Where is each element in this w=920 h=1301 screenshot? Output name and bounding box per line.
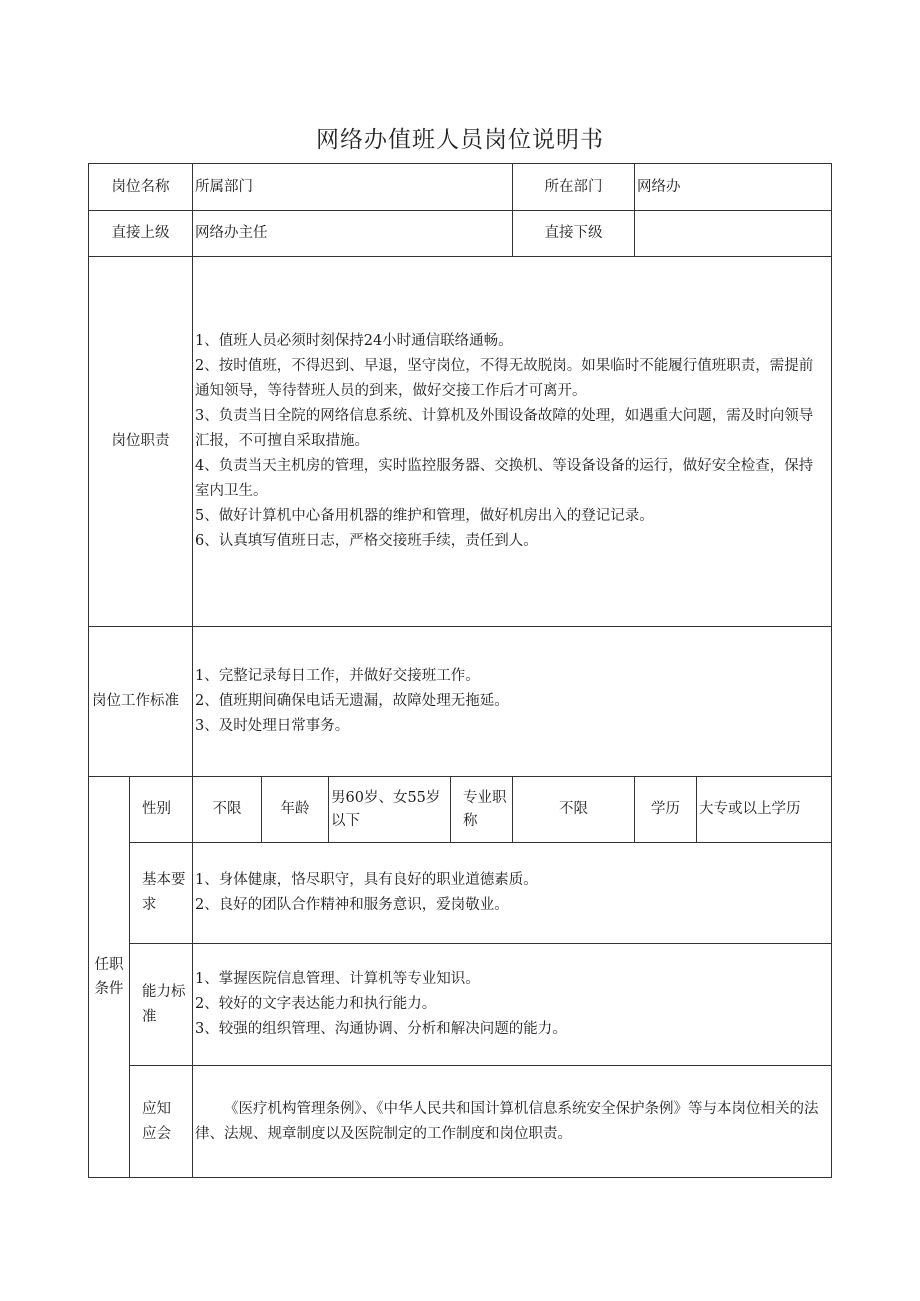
direct-subordinate-value: [635, 211, 832, 257]
basic-requirements-content: [193, 843, 832, 944]
direct-superior-label: 直接上级: [89, 211, 193, 257]
job-description-table: [88, 163, 832, 1178]
duty-item: 2、按时值班，不得迟到、早退，坚守岗位，不得无故脱岗。如果临时不能履行值班职责，需提前通知领导，等待替班人员的到来，做好交接工作后才可离开。: [195, 358, 814, 399]
ability-item: 3、较强的组织管理、沟通协调、分析和解决问题的能力。: [195, 1021, 567, 1037]
row-duties: [89, 257, 832, 627]
requirement-item: 1、身体健康，恪尽职守，具有良好的职业道德素质。: [195, 872, 538, 888]
position-name-label: 岗位名称: [89, 164, 193, 211]
required-knowledge-content: 《医疗机构管理条例》、《中华人民共和国计算机信息系统安全保护条例》等与本岗位相关的法律、法规、规章制度以及医院制定的工作制度和岗位职责。: [193, 1066, 832, 1178]
row-ability-standards: [89, 944, 832, 1066]
professional-title-label: 专业职称: [451, 777, 513, 843]
required-knowledge-label: 应知应会: [130, 1066, 193, 1178]
duty-item: 3、负责当日全院的网络信息系统、计算机及外围设备故障的处理，如遇重大问题，需及时向领导汇报，不可擅自采取措施。: [195, 408, 814, 449]
duties-content: [193, 257, 832, 627]
row-standards: [89, 627, 832, 777]
department-label: 所在部门: [513, 164, 635, 211]
row-position: [89, 164, 832, 211]
row-reporting: [89, 211, 832, 257]
gender-value: 不限: [193, 777, 262, 843]
work-standards-label: 岗位工作标准: [89, 627, 193, 777]
professional-title-value: 不限: [513, 777, 635, 843]
row-basic-requirements: [89, 843, 832, 944]
ability-item: 1、掌握医院信息管理、计算机等专业知识。: [195, 971, 480, 987]
qualifications-label: 任职条件: [89, 777, 130, 1178]
ability-standards-content: [193, 944, 832, 1066]
department-value: 网络办: [635, 164, 832, 211]
standard-item: 3、及时处理日常事务。: [195, 718, 350, 734]
row-required-knowledge: [89, 1066, 832, 1178]
document-title: 网络办值班人员岗位说明书: [316, 127, 604, 153]
duty-item: 1、值班人员必须时刻保持24小时通信联络通畅。: [195, 333, 513, 349]
age-label: 年龄: [262, 777, 329, 843]
standard-item: 1、完整记录每日工作，并做好交接班工作。: [195, 668, 480, 684]
age-value: 男60岁、女55岁以下: [329, 777, 451, 843]
requirement-item: 2、良好的团队合作精神和服务意识，爱岗敬业。: [195, 897, 509, 913]
basic-requirements-label: 基本要求: [130, 843, 193, 944]
position-name-value: 所属部门: [193, 164, 513, 211]
duties-label: 岗位职责: [89, 257, 193, 627]
ability-item: 2、较好的文字表达能力和执行能力。: [195, 996, 437, 1012]
ability-standards-label: 能力标准: [130, 944, 193, 1066]
duty-item: 4、负责当天主机房的管理，实时监控服务器、交换机、等设备设备的运行，做好安全检查，保持室内卫生。: [195, 458, 814, 499]
gender-label: 性别: [130, 777, 193, 843]
direct-subordinate-label: 直接下级: [513, 211, 635, 257]
duty-item: 6、认真填写值班日志，严格交接班手续，责任到人。: [195, 533, 538, 549]
education-value: 大专或以上学历: [697, 777, 832, 843]
direct-superior-value: 网络办主任: [193, 211, 513, 257]
duty-item: 5、做好计算机中心备用机器的维护和管理，做好机房出入的登记记录。: [195, 508, 654, 524]
row-basic-info: [89, 777, 832, 843]
work-standards-content: [193, 627, 832, 777]
education-label: 学历: [635, 777, 697, 843]
standard-item: 2、值班期间确保电话无遗漏，故障处理无拖延。: [195, 693, 509, 709]
